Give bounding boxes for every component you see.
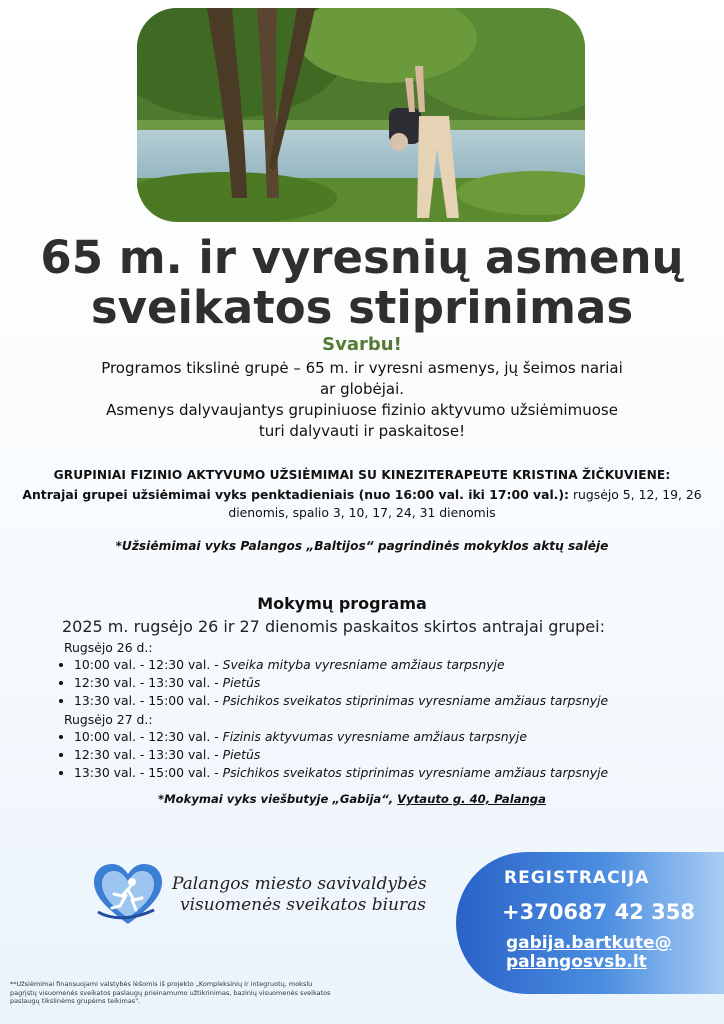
day-schedule-list: [60, 656, 714, 710]
program-subtitle: 2025 m. rugsėjo 26 ir 27 dienomis paskaitos skirtos antrajai grupei:: [62, 617, 605, 636]
list-item: [74, 674, 714, 692]
schedule-time-text: Antrajai grupei užsiėmimai vyks penktadieniais (nuo 16:00 val. iki 17:00 val.):: [22, 487, 570, 502]
organization-name-line1: Palangos miesto savivaldybės: [172, 874, 427, 894]
time-range: 10:00 val. - 12:30 val. -: [74, 657, 223, 672]
page-title-line2: sveikatos stiprinimas: [90, 281, 634, 334]
organization-name-line2: visuomenės sveikatos biuras: [180, 895, 426, 915]
funding-footnote: **Užsiėmimai finansuojami valstybės lėšomis iš projekto „Kompleksinių ir integruotų, mokslu pagrįstų visuomenės sveikatos paslaugų prieinamumo užtikrinimas, bazinių visuomenės sveikatos paslaugų tikslinėms grupėms teikimas".: [10, 980, 331, 1005]
list-item: [74, 764, 714, 782]
important-label: Svarbu!: [322, 334, 402, 355]
time-range: 12:30 val. - 13:30 val. -: [74, 675, 223, 690]
email-line1: gabija.bartkute@: [506, 933, 672, 953]
topic: Fizinis aktyvumas vyresniame amžiaus tarpsnyje: [222, 729, 527, 744]
time-range: 13:30 val. - 15:00 val. -: [74, 765, 223, 780]
time-range: 12:30 val. - 13:30 val. -: [74, 747, 223, 762]
elderly-man-stretching-by-lake-image: [137, 8, 585, 222]
topic: Pietūs: [222, 675, 261, 690]
attendance-note-text: Asmenys dalyvaujantys grupiniuose fizinio aktyvumo užsiėmimuose turi dalyvauti ir paskaitose!: [106, 401, 618, 440]
topic: Psichikos sveikatos stiprinimas vyresniame amžiaus tarpsnyje: [222, 693, 609, 708]
list-item: [74, 656, 714, 674]
day-label: Rugsėjo 27 d.:: [64, 712, 153, 727]
page-title-line1: 65 m. ir vyresnių asmenų: [40, 231, 684, 284]
organization-name: [172, 874, 462, 916]
activities-venue-note: *Užsiėmimai vyks Palangos „Baltijos“ pagrindinės mokyklos aktų salėje: [115, 539, 609, 553]
topic: Psichikos sveikatos stiprinimas vyresniame amžiaus tarpsnyje: [222, 765, 609, 780]
schedule-dates-text: rugsėjo 5, 12, 19, 26 dienomis, spalio 3, 10, 17, 24, 31 dienomis: [228, 487, 702, 520]
time-range: 13:30 val. - 15:00 val. -: [74, 693, 223, 708]
hero-photo: [137, 8, 585, 222]
list-item: [74, 692, 714, 710]
day-label: Rugsėjo 26 d.:: [64, 640, 153, 655]
lectures-venue-note: [0, 792, 704, 806]
program-title: Mokymų programa: [257, 594, 427, 613]
heart-runner-icon: [92, 862, 164, 932]
venue-prefix: *Mokymai vyks viešbutyje „Gabija“,: [158, 792, 398, 806]
time-range: 10:00 val. - 12:30 val. -: [74, 729, 223, 744]
topic: Pietūs: [222, 747, 261, 762]
venue-address: Vytauto g. 40, Palanga: [397, 792, 546, 806]
day-schedule-list: [60, 728, 714, 782]
topic: Sveika mityba vyresniame amžiaus tarpsnyje: [222, 657, 505, 672]
schedule-heading: GRUPINIAI FIZINIO AKTYVUMO UŽSIĖMIMAI SU KINEZITERAPEUTE KRISTINA ŽIČKUVIENE:: [53, 468, 671, 482]
registration-label: REGISTRACIJA: [504, 868, 650, 888]
intro-text: [92, 358, 632, 442]
registration-email-link[interactable]: [506, 934, 672, 972]
registration-panel: [456, 852, 724, 994]
registration-phone[interactable]: +370687 42 358: [502, 900, 695, 924]
email-line2: palangosvsb.lt: [506, 952, 647, 972]
list-item: [74, 746, 714, 764]
target-group-text: Programos tikslinė grupė – 65 m. ir vyresni asmenys, jų šeimos nariai ar globėjai.: [101, 359, 623, 398]
schedule-details: [22, 486, 702, 522]
list-item: [74, 728, 714, 746]
